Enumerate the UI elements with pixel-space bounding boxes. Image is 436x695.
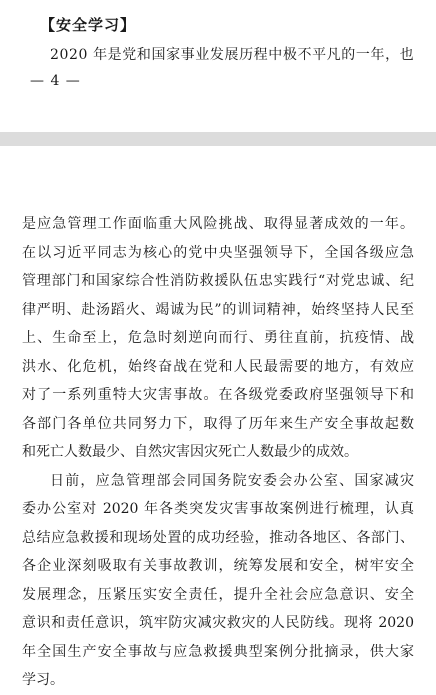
text-line: 律严明、赴汤蹈火、竭诚为民”的训词精神，始终坚持人民至	[22, 301, 414, 318]
text-line: 洪水、化危机，始终奋战在党和人民最需要的地方，有效应	[22, 358, 414, 375]
next-page	[0, 146, 436, 688]
text-line: 各部门各单位共同努力下，取得了历年来生产安全事故起数	[22, 415, 414, 432]
paragraph-first-line: 2020 年是党和国家事业发展历程中极不平凡的一年，也	[50, 47, 415, 63]
text-line: 和死亡人数最少、自然灾害因灾死亡人数最少的成效。	[22, 444, 358, 460]
body-text	[22, 210, 414, 695]
text-line: 管理部门和国家综合性消防救援队伍忠实践行“对党忠诚、纪	[22, 273, 414, 289]
section-heading: 【安全学习】	[40, 16, 137, 34]
text-line: 对了一系列重特大灾害事故。在各级党委政府坚强领导下和	[22, 387, 414, 403]
page-separator	[0, 132, 436, 146]
text-line: 各企业深刻吸取有关事故教训，统筹发展和安全，树牢安全	[22, 558, 414, 574]
previous-page-bottom	[0, 0, 436, 132]
text-line: 学习。	[22, 672, 64, 688]
text-line: 日前，应急管理部会同国务院安委会办公室、国家减灾	[50, 472, 414, 489]
text-line: 上、生命至上，危急时刻逆向而行、勇往直前，抗疫情、战	[22, 330, 414, 346]
text-line: 发展理念，压紧压实安全责任，提升全社会应急意识、安全	[22, 586, 414, 603]
text-line: 意识和责任意识，筑牢防灾减灾救灾的人民防线。现将 2020	[22, 615, 414, 631]
text-line: 年全国生产安全事故与应急救援典型案例分批摘录，供大家	[22, 643, 414, 660]
page-number: — 4 —	[30, 73, 81, 89]
text-line: 委办公室对 2020 年各类突发灾害事故案例进行梳理，认真	[22, 501, 414, 517]
text-line: 是应急管理工作面临重大风险挑战、取得显著成效的一年。	[22, 216, 414, 232]
text-line: 在以习近平同志为核心的党中央坚强领导下，全国各级应急	[22, 244, 414, 261]
text-line: 总结应急救援和现场处置的成功经验，推动各地区、各部门、	[22, 529, 414, 546]
